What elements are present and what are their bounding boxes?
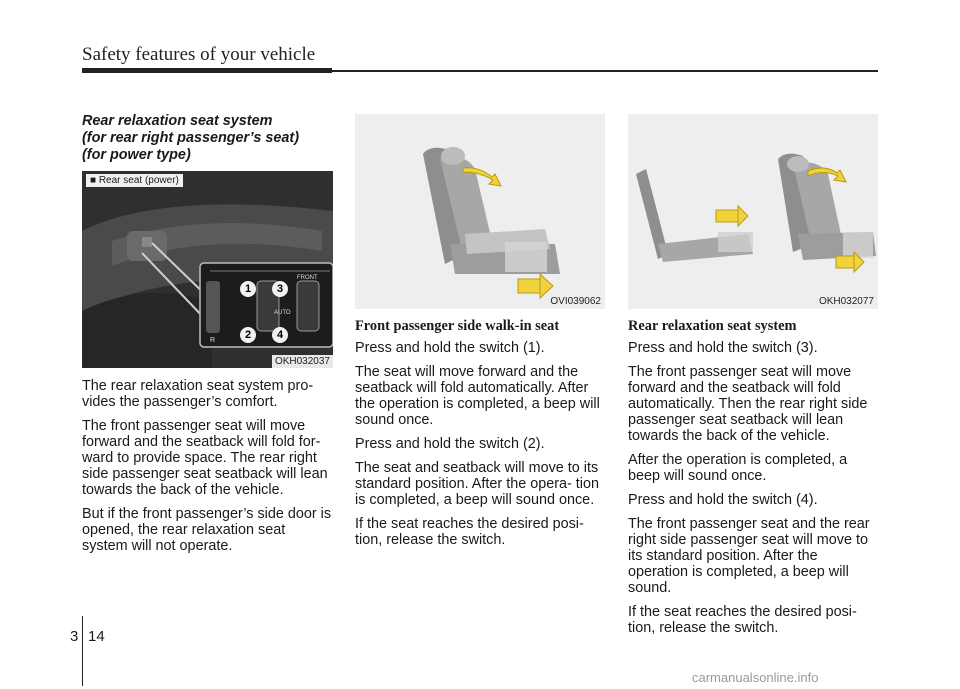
heading-line-2: (for rear right passenger’s seat) [82,130,300,146]
paragraph: The front passenger seat and the rear right side passenger seat will move to its standard position. After the operation is completed, a beep will sound. [628,516,870,596]
callout-3: 3 [272,281,288,297]
paragraph: The seat and seatback will move to its standard position. After the opera- tion is completed, a beep will sound once. [355,460,599,508]
column-3-text [628,318,878,644]
subheading-walk-in: Front passenger side walk-in seat [355,318,560,334]
paragraph: The front passenger seat will move forward and the seatback will fold automatically. Then the rear right side passenger seat seatback will lean towards the back of the vehicle. [628,364,868,444]
subheading-relaxation: Rear relaxation seat system [628,318,797,334]
chapter-number: 3 [70,628,79,645]
paragraph: After the operation is completed, a beep will sound once. [628,452,848,484]
footer-rule [82,616,83,686]
panel-auto-label: AUTO [274,310,291,316]
callout-2: 2 [240,327,256,343]
switch-panel-illustration [82,171,333,368]
walk-in-seat-illustration [355,114,605,309]
page-number: 14 [88,628,105,645]
section-heading [82,113,342,164]
figure-code: OKH032077 [818,296,874,307]
seat-relaxation-drawing [628,114,878,309]
paragraph: Press and hold the switch (1). [355,340,545,356]
rear-relaxation-illustration [628,114,878,309]
switch-panel-photo [82,171,333,368]
column-1-text [82,378,333,562]
callout-1: 1 [240,281,256,297]
paragraph: The seat will move forward and the seatback will fold automatically. After the operation is completed, a beep will sound once. [355,364,600,428]
figure-code: OVI039062 [550,296,601,307]
header-rule [82,68,332,73]
callout-4: 4 [272,327,288,343]
paragraph: But if the front passenger’s side door is opened, the rear relaxation seat system will not operate. [82,506,332,554]
column-2-text [355,318,605,556]
paragraph: Press and hold the switch (2). [355,436,545,452]
page-header-title: Safety features of your vehicle [82,44,316,65]
heading-line-1: Rear relaxation seat system [82,113,273,129]
watermark-text: carmanualsonline.info [692,670,819,685]
seat-walkin-drawing [355,114,605,309]
paragraph: Press and hold the switch (3). [628,340,818,356]
figure-code: OKH032037 [272,355,333,368]
paragraph: The front passenger seat will move forward and the seatback will fold for- ward to provide space. The rear right side passenger seat seatback will lean towards the back of the vehicle. [82,418,328,498]
paragraph: The rear relaxation seat system pro- vides the passenger’s comfort. [82,378,314,410]
heading-line-3: (for power type) [82,147,191,163]
paragraph: If the seat reaches the desired posi- tion, release the switch. [355,516,584,548]
photo-caption-label: ■ Rear seat (power) [86,174,183,187]
paragraph: Press and hold the switch (4). [628,492,818,508]
panel-front-label: FRONT [297,275,318,281]
paragraph: If the seat reaches the desired posi- tion, release the switch. [628,604,857,636]
panel-r-label: R [210,337,216,344]
header-rule-thin [332,70,878,72]
